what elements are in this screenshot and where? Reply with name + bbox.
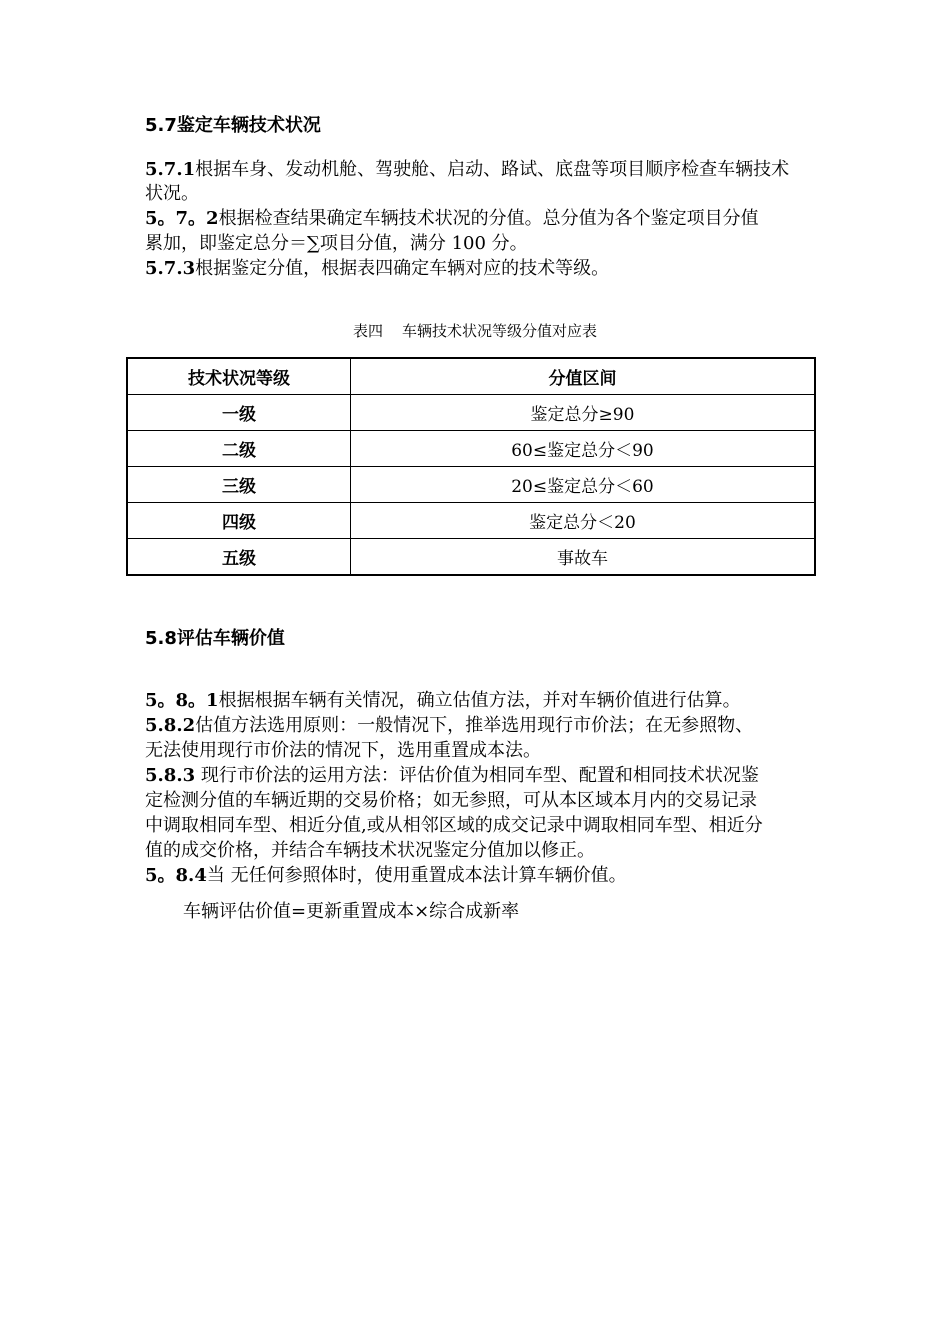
paragraph-text: 现行市价法的运用方法：评估价值为相同车型、配置和相同技术状况鉴 (195, 765, 759, 786)
paragraph-5-8-3-line-3: 中调取相同车型、相近分值,或从相邻区域的成交记录中调取相同车型、相近分 (145, 815, 763, 836)
grade-cell: 三级 (127, 467, 351, 503)
score-range-cell: 鉴定总分＜20 (351, 503, 816, 539)
table-row (127, 503, 815, 539)
score-range-cell: 20≤鉴定总分＜60 (351, 467, 816, 503)
paragraph-5-8-1 (145, 689, 741, 713)
paragraph-5-7-3 (145, 257, 609, 281)
table-row (127, 431, 815, 467)
paragraph-5-7-1-line-1 (145, 158, 789, 182)
table-header-row (127, 358, 815, 395)
paragraph-5-7-2-line-1 (145, 207, 759, 231)
paragraph-5-8-3-line-2: 定检测分值的车辆近期的交易价格；如无参照，可从本区域本月内的交易记录 (145, 790, 757, 811)
paragraph-5-8-4 (145, 864, 627, 888)
clause-number: 5。7。2 (145, 208, 219, 229)
paragraph-5-8-3-line-4: 值的成交价格，并结合车辆技术状况鉴定分值加以修正。 (145, 840, 595, 861)
grade-cell: 四级 (127, 503, 351, 539)
paragraph-text: 当 无任何参照体时，使用重置成本法计算车辆价值。 (206, 865, 627, 886)
grade-score-table (126, 357, 816, 576)
table-header-cell: 技术状况等级 (127, 358, 351, 395)
table-row (127, 539, 815, 576)
section-heading-5-8: 5.8评估车辆价值 (145, 628, 285, 649)
clause-number: 5.8.2 (145, 715, 196, 736)
paragraph-5-7-2-line-2: 累加，即鉴定总分＝∑项目分值，满分 100 分。 (145, 233, 528, 254)
grade-cell: 一级 (127, 395, 351, 431)
clause-number: 5.7.3 (145, 258, 196, 279)
grade-cell: 二级 (127, 431, 351, 467)
paragraph-5-8-3-line-1 (145, 764, 759, 788)
valuation-formula: 车辆评估价值=更新重置成本×综合成新率 (183, 901, 520, 922)
table-row (127, 395, 815, 431)
paragraph-text: 估值方法选用原则：一般情况下，推举选用现行市价法；在无参照物、 (195, 715, 754, 736)
clause-number: 5.8.3 (145, 765, 196, 786)
score-range-cell: 事故车 (351, 539, 816, 576)
clause-number: 5。8.4 (145, 865, 207, 886)
paragraph-5-8-2-line-2: 无法使用现行市价法的情况下，选用重置成本法。 (145, 740, 541, 761)
clause-number: 5。8。1 (145, 690, 219, 711)
paragraph-text: 根据鉴定分值，根据表四确定车辆对应的技术等级。 (195, 258, 610, 279)
section-heading-5-7: 5.7鉴定车辆技术状况 (145, 115, 321, 136)
table-header-cell: 分值区间 (351, 358, 816, 395)
clause-number: 5.7.1 (145, 159, 196, 180)
score-range-cell: 鉴定总分≥90 (351, 395, 816, 431)
score-range-cell: 60≤鉴定总分＜90 (351, 431, 816, 467)
paragraph-text: 根据检查结果确定车辆技术状况的分值。总分值为各个鉴定项目分值 (218, 208, 759, 229)
paragraph-5-8-2-line-1 (145, 714, 753, 738)
paragraph-text: 根据车身、发动机舱、驾驶舱、启动、路试、底盘等项目顺序检查车辆技术 (195, 159, 790, 180)
grade-cell: 五级 (127, 539, 351, 576)
table-caption: 表四 车辆技术状况等级分值对应表 (352, 322, 598, 340)
table-row (127, 467, 815, 503)
paragraph-5-7-1-line-2: 状况。 (145, 183, 199, 204)
paragraph-text: 根据根据车辆有关情况，确立估值方法，并对车辆价值进行估算。 (218, 690, 741, 711)
